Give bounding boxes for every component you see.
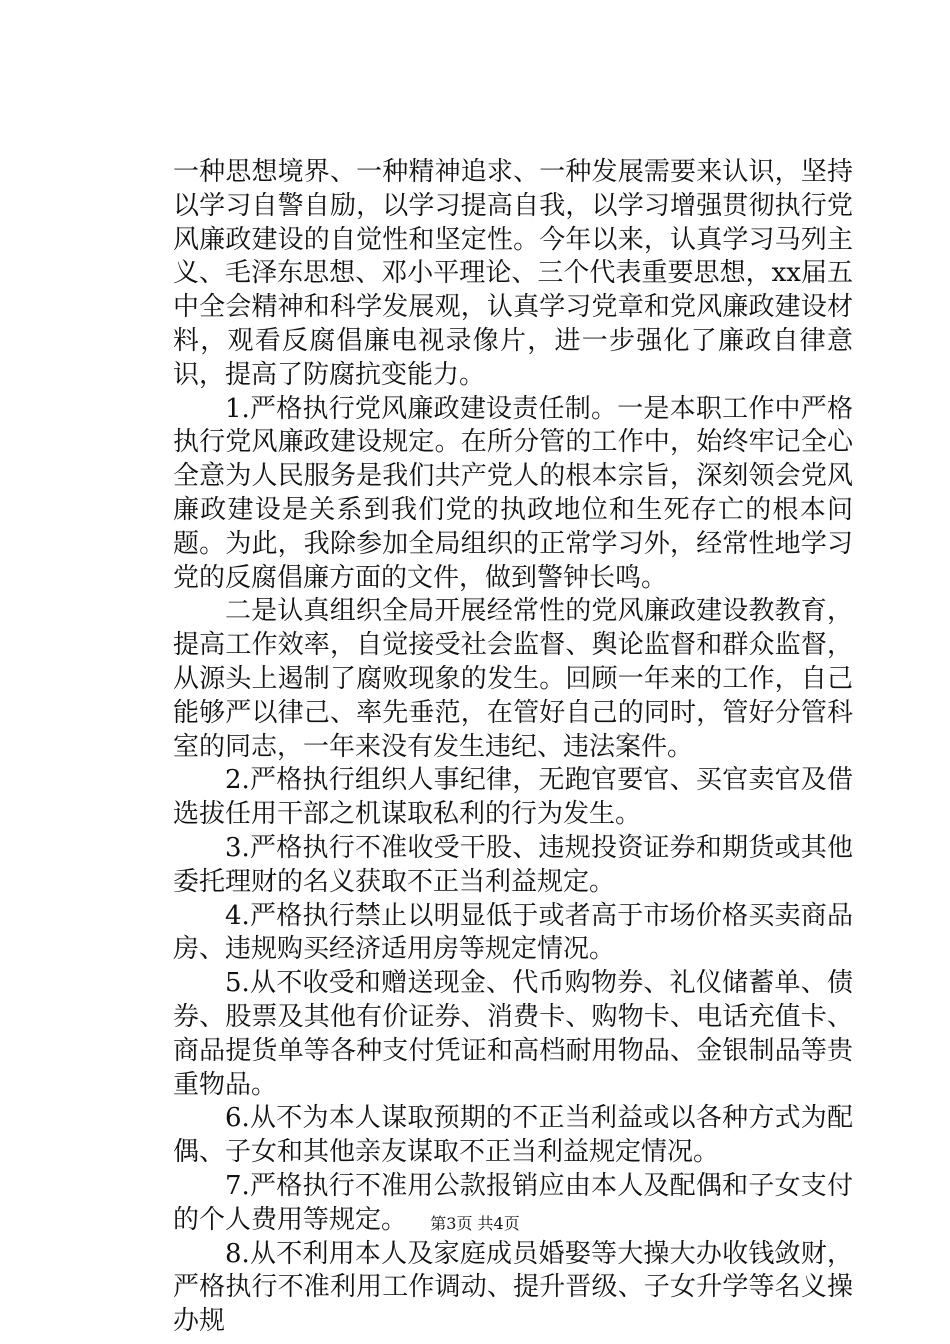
paragraph-item-1-part-2: 二是认真组织全局开展经常性的党风廉政建设教教育，提高工作效率，自觉接受社会监督、舆论监督和群众监督，从源头上遏制了腐败现象的发生。回顾一年来的工作，自己能够严以律己、率先垂范，在管好自己的同时，管好分管科室的同志，一年来没有发生违纪、违法案件。 xyxy=(173,596,853,762)
paragraph-item-4: 4.严格执行禁止以明显低于或者高于市场价格买卖商品房、违规购买经济适用房等规定情况。 xyxy=(173,900,853,965)
paragraph-item-3: 3.严格执行不准收受干股、违规投资证券和期货或其他委托理财的名义获取不正当利益规定。 xyxy=(173,832,853,897)
paragraph-item-8: 8.从不利用本人及家庭成员婚娶等大操大办收钱敛财，严格执行不准利用工作调动、提升晋级、子女升学等名义操办规 xyxy=(173,1238,853,1337)
paragraph-item-6: 6.从不为本人谋取预期的不正当利益或以各种方式为配偶、子女和其他亲友谋取不正当利益规定情况。 xyxy=(173,1103,853,1168)
document-body xyxy=(173,156,853,1339)
paragraph-item-5: 5.从不收受和赠送现金、代币购物券、礼仪储蓄单、债券、股票及其他有价证券、消费卡、购物卡、电话充值卡、商品提货单等各种支付凭证和高档耐用物品、金银制品等贵重物品。 xyxy=(173,968,853,1100)
paragraph-item-2: 2.严格执行组织人事纪律，无跑官要官、买官卖官及借选拔任用干部之机谋取私利的行为发生。 xyxy=(173,765,853,830)
paragraph-item-7: 7.严格执行不准用公款报销应由本人及配偶和子女支付的个人费用等规定。 xyxy=(173,1170,853,1235)
paragraph-item-1: 1.严格执行党风廉政建设责任制。一是本职工作中严格执行党风廉政建设规定。在所分管的工作中，始终牢记全心全意为人民服务是我们共产党人的根本宗旨，深刻领会党风廉政建设是关系到我们党的执政地位和生死存亡的根本问题。为此，我除参加全局组织的正常学习外，经常性地学习党的反腐倡廉方面的文件，做到警钟长鸣。 xyxy=(173,393,853,593)
page-number-footer: 第3页 共4页 xyxy=(430,1214,520,1233)
paragraph-intro-continued: 一种思想境界、一种精神追求、一种发展需要来认识，坚持以学习自警自励，以学习提高自我，以学习增强贯彻执行党风廉政建设的自觉性和坚定性。今年以来，认真学习马列主义、毛泽东思想、邓小平理论、三个代表重要思想，xx届五中全会精神和科学发展观，认真学习党章和党风廉政建设材料，观看反腐倡廉电视录像片，进一步强化了廉政自律意识，提高了防腐抗变能力。 xyxy=(173,157,853,390)
